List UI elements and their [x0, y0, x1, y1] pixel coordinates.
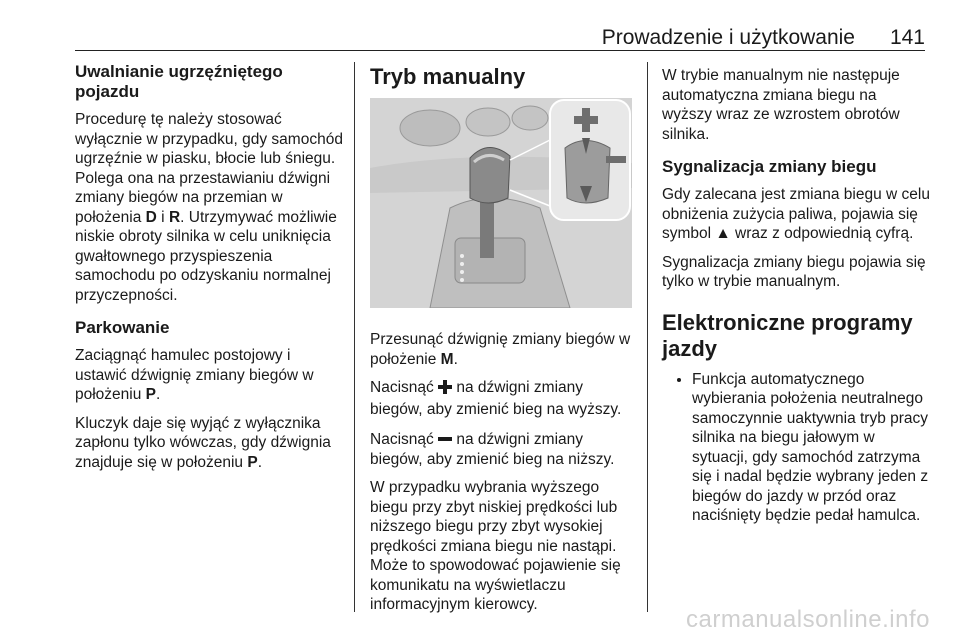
header-title: Prowadzenie i użytkowanie — [601, 26, 855, 49]
column-3 — [662, 66, 930, 526]
page-header — [75, 22, 925, 51]
paragraph: Nacisnąć na dźwigni zmiany biegów, aby zmienić bieg na niższy. — [370, 428, 635, 469]
plus-icon — [438, 380, 452, 400]
triangle-up-icon: ▲ — [715, 225, 731, 242]
page-number: 141 — [889, 26, 925, 49]
column-divider — [647, 62, 648, 612]
paragraph: Zaciągnąć hamulec postojowy i ustawić dźwignię zmiany biegów w położeniu P. — [75, 347, 314, 403]
paragraph: Przesunąć dźwignię zmiany biegów w położenie M. — [370, 331, 631, 368]
paragraph: W trybie manualnym nie następuje automatyczna zmiana biegu na wyższy wraz ze wzrostem obrotów silnika. — [662, 67, 900, 143]
section-title-manual-mode: Tryb manualny — [370, 64, 526, 89]
bullet-list — [662, 370, 930, 526]
gear-lever-illustration — [370, 98, 632, 308]
minus-icon — [438, 428, 452, 448]
watermark: carmanualsonline.info — [686, 606, 930, 633]
section-title-parking: Parkowanie — [75, 318, 170, 337]
paragraph: Gdy zalecana jest zmiana biegu w celu obniżenia zużycia paliwa, pojawia się symbol ▲ wraz z odpowiednią cyfrą. — [662, 186, 930, 242]
column-1 — [75, 62, 343, 481]
paragraph: Procedurę tę należy stosować wyłącznie w przypadku, gdy samochód ugrzęźnie w piasku, błocie lub śniegu. Polega ona na przestawianiu dźwigni zmiany biegów na przemian w położenia D i R. Utrzymywać możliwie niskie obroty silnika w celu uniknięcia gwałtownego przyspieszenia samochodu po odzyskaniu normalnej przyczepności. — [75, 111, 343, 304]
paragraph: Sygnalizacja zmiany biegu pojawia się tylko w trybie manualnym. — [662, 253, 926, 290]
paragraph: W przypadku wybrania wyższego biegu przy zbyt niskiej prędkości lub niższego biegu przy zbyt wysokiej prędkości zmiana biegu nie nastąpi. Może to spowodować pojawienie się komunikatu na wyświetlaczu informacyjnym kierowcy. — [370, 479, 621, 613]
section-title-electronic-programs: Elektroniczne programy jazdy — [662, 309, 913, 361]
column-divider — [354, 62, 355, 612]
section-title-shift-indicator: Sygnalizacja zmiany biegu — [662, 157, 877, 176]
section-title-unsticking: Uwalnianie ugrzęźniętego pojazdu — [75, 62, 283, 101]
paragraph: Nacisnąć na dźwigni zmiany biegów, aby zmienić bieg na wyższy. — [370, 379, 622, 418]
list-item: • Funkcja automatycznego wybierania położenia neutralnego samoczynnie uaktywnia tryb pracy silnika na biegu jałowym w sytuacji, gdy samochód zatrzyma się i nadal będzie wybrany jeden z biegów do jazdy w przód oraz naciśnięty będzie pedał hamulca. — [692, 370, 930, 526]
column-2 — [370, 62, 635, 624]
paragraph: Kluczyk daje się wyjąć z wyłącznika zapłonu tylko wówczas, gdy dźwignia znajduje się w położeniu P. — [75, 414, 331, 471]
